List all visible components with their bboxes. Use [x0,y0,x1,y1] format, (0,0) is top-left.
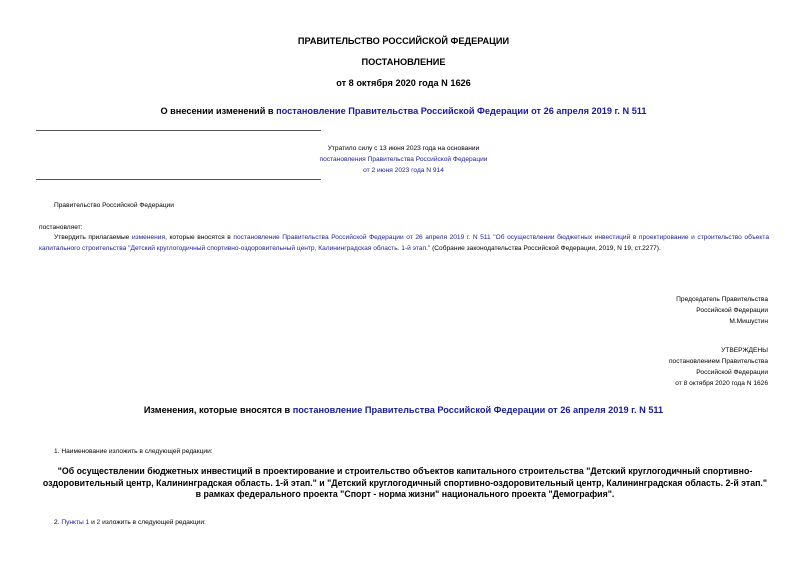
item-2-link-2[interactable]: 2 [96,519,101,526]
approved-title: УТВЕРЖДЕНЫ [721,347,768,354]
approved-line-2: постановлением Правительства [668,358,768,365]
item-2-prefix: 2. [54,519,62,526]
resolution-511-link[interactable]: постановление Правительства Российской Федерации от 26 апреля 2019 г. N 511 "Об осуществлении бюджетных инвестиций в проектирование и строительство объекта капитального строительства "Детский круглогодичный спортивно-оздоровительный центр, Калининградская область. 1-й этап." [39,234,769,252]
intro-text: Правительство Российской Федерации [54,202,174,209]
approved-line-4: от 8 октября 2020 года N 1626 [675,380,768,387]
approved-line-3: Российской Федерации [696,369,768,376]
item-2-link-1[interactable]: Пункты 1 [61,519,90,526]
title-prefix: О внесении изменений в [160,106,277,116]
expiry-notice [0,143,807,176]
signature-position: Председатель Правительства [676,296,768,303]
divider-bottom [36,179,321,180]
item-2-and: и [89,519,97,526]
new-title-quote: "Об осуществлении бюджетных инвестиций в проектирование и строительство объектов капитального строительства "Детский круглогодичный спортивно-оздоровительный центр, Калининградская область. 1-й этап." и "Детский круглогодичный спортивно-оздоровительный центр, Калининградская область. 2-й этап." в рамках федерального проекта "Спорт - норма жизни" национального проекта "Демография". [42,466,768,499]
changes-heading [0,405,807,415]
item-1: 1. Наименование изложить в следующей редакции: [54,448,213,455]
government-heading: ПРАВИТЕЛЬСТВО РОССИЙСКОЙ ФЕДЕРАЦИИ [297,36,510,46]
paragraph-1-part-c: (Собрание законодательства Российской Федерации, 2019, N 19, ст.2277). [430,245,661,252]
item-2 [54,517,206,528]
divider-top [36,130,321,131]
signature-block [468,294,768,327]
paragraph-1 [39,232,769,254]
document-date-number: от 8 октября 2020 года N 1626 [336,78,471,88]
expiry-notice-link-1[interactable]: постановления Правительства Российской Федерации [319,156,488,163]
item-2-suffix: изложить в следующей редакции: [100,519,206,526]
approved-block [468,345,768,389]
resolves-text: постановляет: [39,224,83,231]
paragraph-1-part-a: Утвердить прилагаемые [54,234,132,241]
changes-heading-prefix: Изменения, которые вносятся в [143,405,293,415]
signature-name: М.Мишустин [729,318,768,325]
expiry-notice-link-2[interactable]: от 2 июня 2023 года N 914 [363,167,444,174]
changes-link[interactable]: изменения [131,234,166,241]
signature-org: Российской Федерации [696,307,768,314]
changes-heading-link[interactable]: постановление Правительства Российской Федерации от 26 апреля 2019 г. N 511 [292,405,664,415]
document-type: ПОСТАНОВЛЕНИЕ [361,57,446,67]
title-link[interactable]: постановление Правительства Российской Федерации от 26 апреля 2019 г. N 511 [276,106,647,116]
expiry-notice-text: Утратило силу с 13 июня 2023 года на основании [327,145,480,152]
document-title [0,106,807,116]
paragraph-1-part-b: , которые вносятся в [165,234,234,241]
